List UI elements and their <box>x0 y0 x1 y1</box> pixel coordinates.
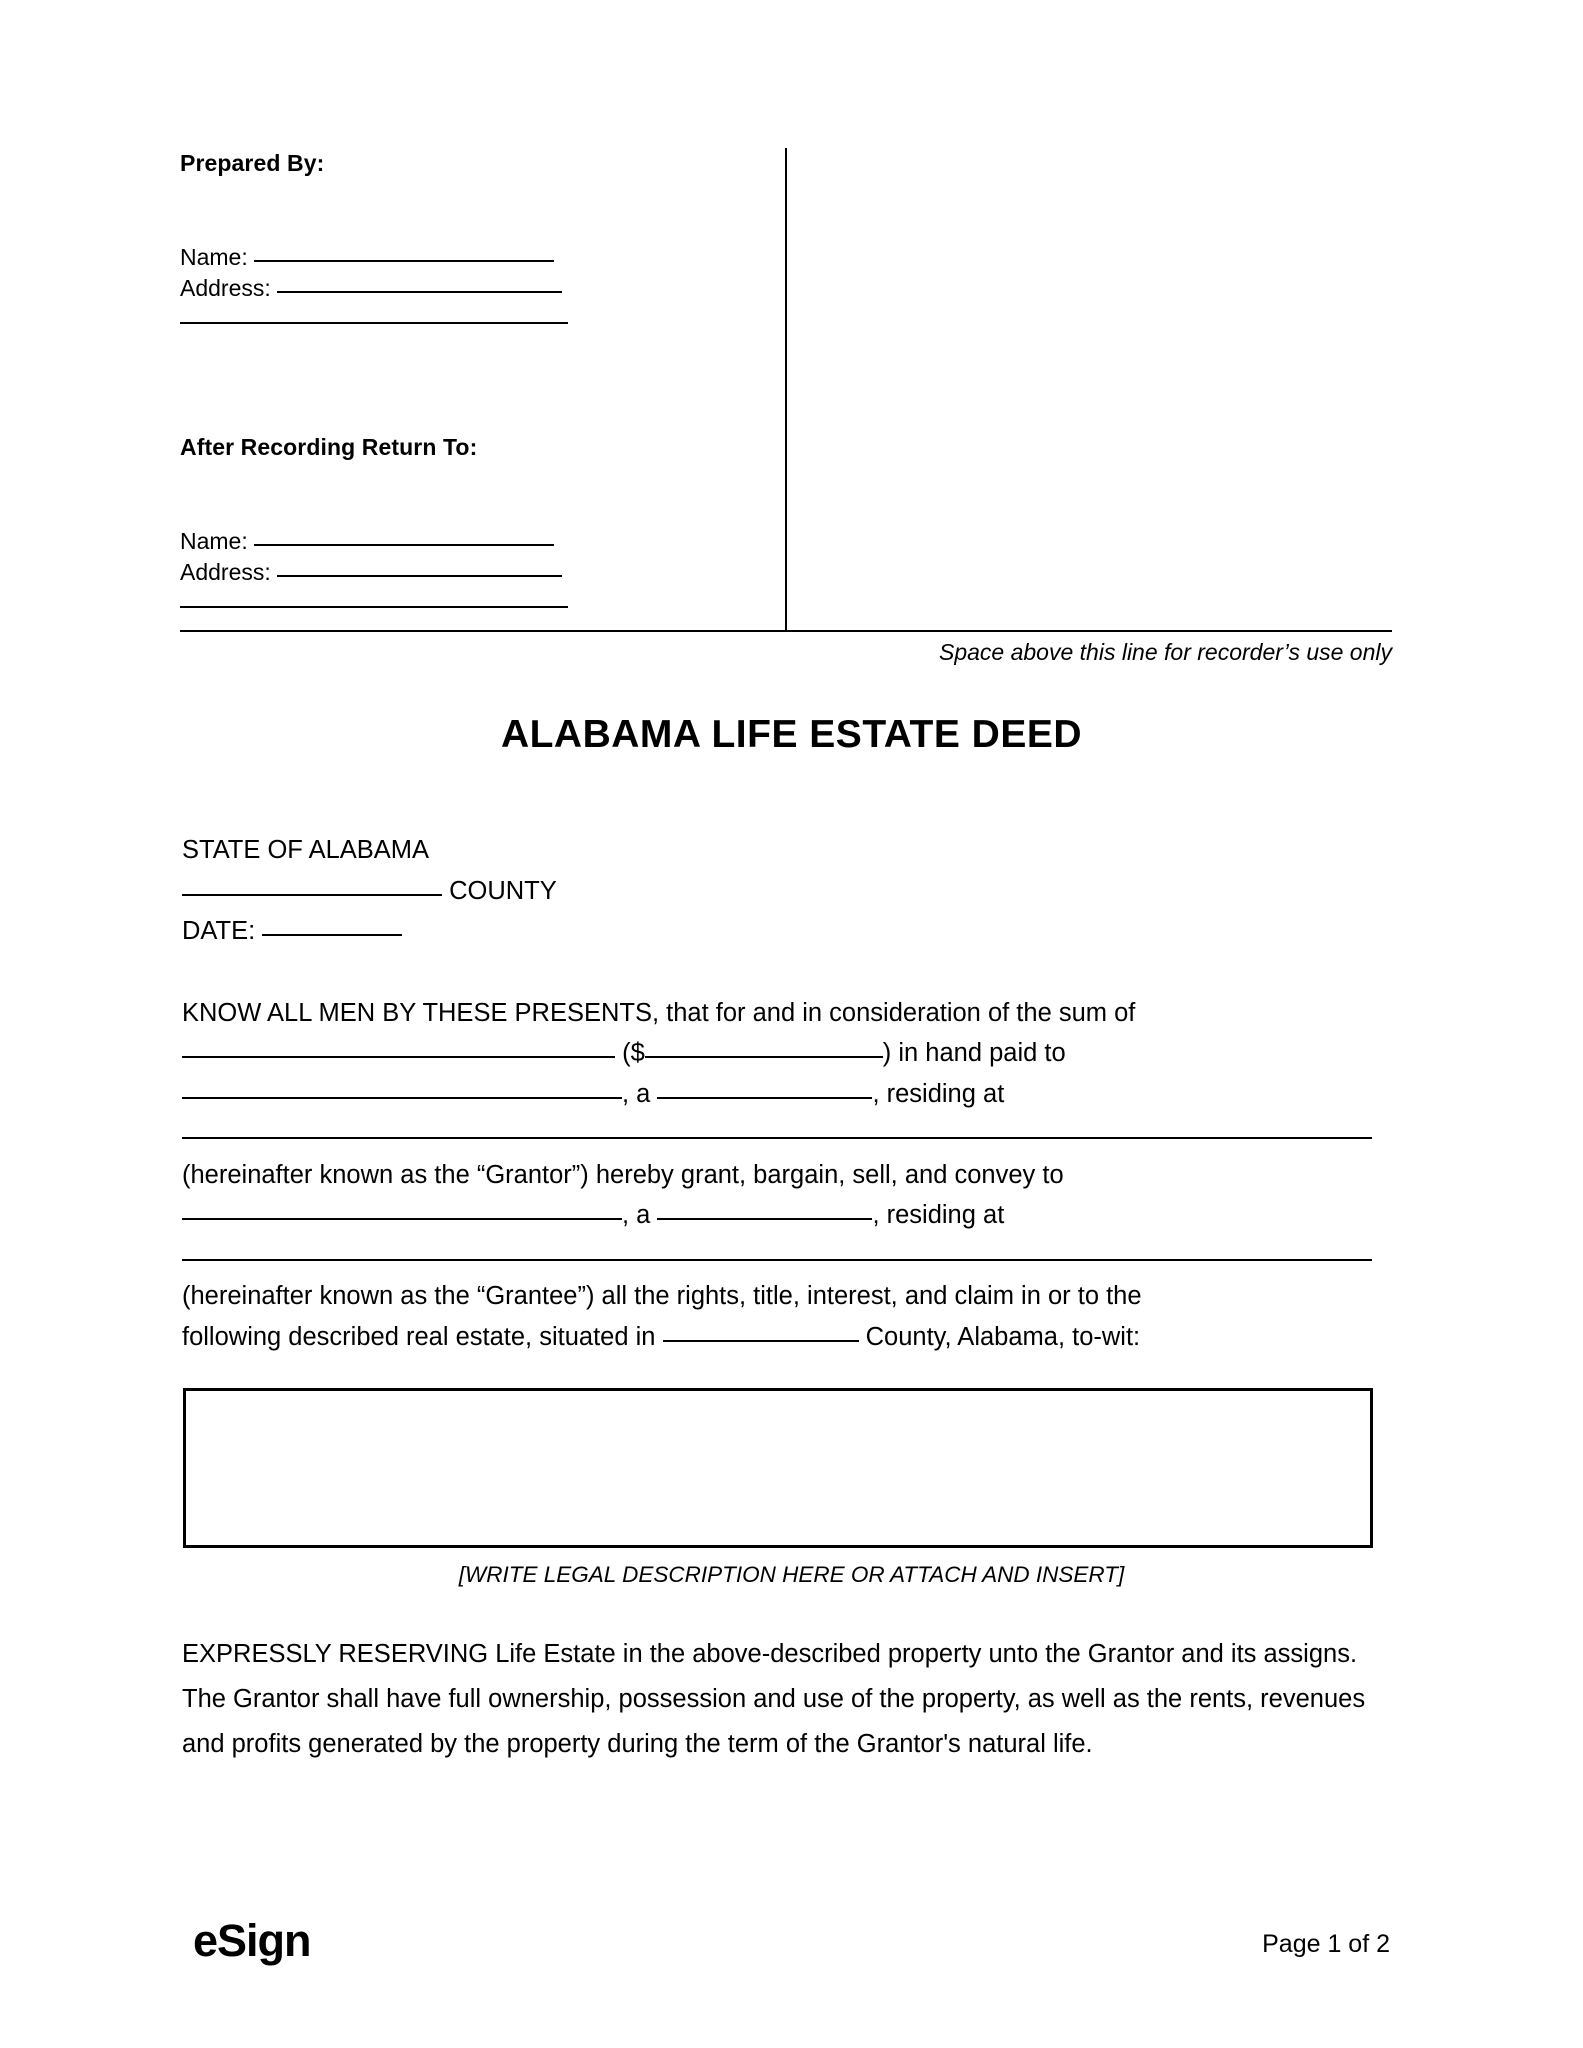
return-to-address-field[interactable] <box>277 575 562 577</box>
situated-in-line <box>182 1317 1392 1358</box>
recorder-use-caption: Space above this line for recorder’s use only <box>938 639 1392 665</box>
grantor-definition-line: (hereinafter known as the “Grantor”) hereby grant, bargain, sell, and convey to <box>182 1160 1064 1189</box>
return-to-address-row-2 <box>180 588 780 619</box>
consideration-line <box>182 1033 1392 1074</box>
esign-logo: eSign <box>193 1915 311 1966</box>
prepared-by-name-field[interactable] <box>254 260 554 262</box>
know-all-men-line: KNOW ALL MEN BY THESE PRESENTS, that for and in consideration of the sum of <box>182 998 1136 1027</box>
recorder-left-column <box>180 148 780 619</box>
grantor-identity-line <box>182 1074 1392 1115</box>
grantee-address-field[interactable] <box>182 1259 1372 1261</box>
prepared-by-address-label: Address: <box>180 275 271 301</box>
recorder-vertical-divider <box>785 148 787 630</box>
spacer <box>180 335 780 399</box>
in-hand-paid-to-text: ) in hand paid to <box>882 1039 1066 1067</box>
page-number: Page 1 of 2 <box>1262 1930 1390 1958</box>
expressly-reserving-paragraph: EXPRESSLY RESERVING Life Estate in the above-described property unto the Grantor and its assigns. The Grantor shall have full ownership, possession and use of the property, as well as the rents, revenues and profits generated by the property during the term of the Grantor's natural life. <box>182 1640 1366 1758</box>
spacer <box>180 462 780 526</box>
grantee-identity-line <box>182 1195 1392 1236</box>
date-field[interactable] <box>262 934 402 936</box>
grantor-residing-text: , residing at <box>872 1079 1005 1108</box>
prepared-by-name-label: Name: <box>180 244 248 270</box>
situated-in-prefix: following described real estate, situated in <box>182 1322 656 1351</box>
recorder-bottom-rule <box>180 630 1392 632</box>
prepared-by-address-row <box>180 273 780 304</box>
legal-description-caption: [WRITE LEGAL DESCRIPTION HERE OR ATTACH AND INSERT] <box>458 1562 1125 1587</box>
page-title: ALABAMA LIFE ESTATE DEED <box>500 713 1083 756</box>
grantee-address-line <box>182 1236 1392 1277</box>
return-to-address-field-2[interactable] <box>180 606 568 608</box>
grantee-a-text: , a <box>622 1201 651 1229</box>
date-label: DATE: <box>182 917 256 945</box>
grantee-residing-text: , residing at <box>872 1201 1005 1229</box>
spacer <box>180 399 780 432</box>
prepared-by-name-row <box>180 242 780 273</box>
grantor-name-field[interactable] <box>182 1097 622 1099</box>
return-to-name-label: Name: <box>180 528 248 554</box>
state-of-alabama-line: STATE OF ALABAMA <box>182 836 430 864</box>
grantee-name-field[interactable] <box>182 1218 622 1220</box>
situated-in-suffix: County, Alabama, to-wit: <box>865 1322 1141 1351</box>
prepared-by-address-row-2 <box>180 304 780 335</box>
prepared-by-address-field[interactable] <box>277 291 562 293</box>
return-to-name-row <box>180 526 780 557</box>
return-to-address-row <box>180 557 780 588</box>
return-to-address-label: Address: <box>180 559 271 585</box>
recorder-block <box>180 148 1390 632</box>
spacer <box>182 952 1392 993</box>
grantor-address-field[interactable] <box>182 1137 1372 1139</box>
prepared-by-address-field-2[interactable] <box>180 322 568 324</box>
grantor-type-field[interactable] <box>657 1097 872 1099</box>
grantee-type-field[interactable] <box>657 1218 872 1220</box>
county-line <box>182 871 1392 912</box>
prepared-by-heading: Prepared By: <box>180 150 325 176</box>
county-label: COUNTY <box>449 876 557 905</box>
grantee-definition-line: (hereinafter known as the “Grantee”) all the rights, title, interest, and claim in or to the <box>182 1282 1142 1310</box>
after-recording-return-to-heading: After Recording Return To: <box>180 434 478 460</box>
deed-body <box>182 830 1392 1357</box>
consideration-amount-field[interactable] <box>645 1056 883 1058</box>
county-field[interactable] <box>182 894 442 896</box>
return-to-name-field[interactable] <box>254 544 554 546</box>
grantor-a-text: , a <box>622 1079 651 1108</box>
legal-description-box[interactable] <box>183 1388 1373 1548</box>
date-line <box>182 911 1392 952</box>
spacer <box>180 178 780 242</box>
dollar-open-paren: ($ <box>622 1039 645 1067</box>
grantor-address-line <box>182 1114 1392 1155</box>
consideration-words-field[interactable] <box>182 1056 615 1058</box>
situated-county-field[interactable] <box>663 1340 859 1342</box>
